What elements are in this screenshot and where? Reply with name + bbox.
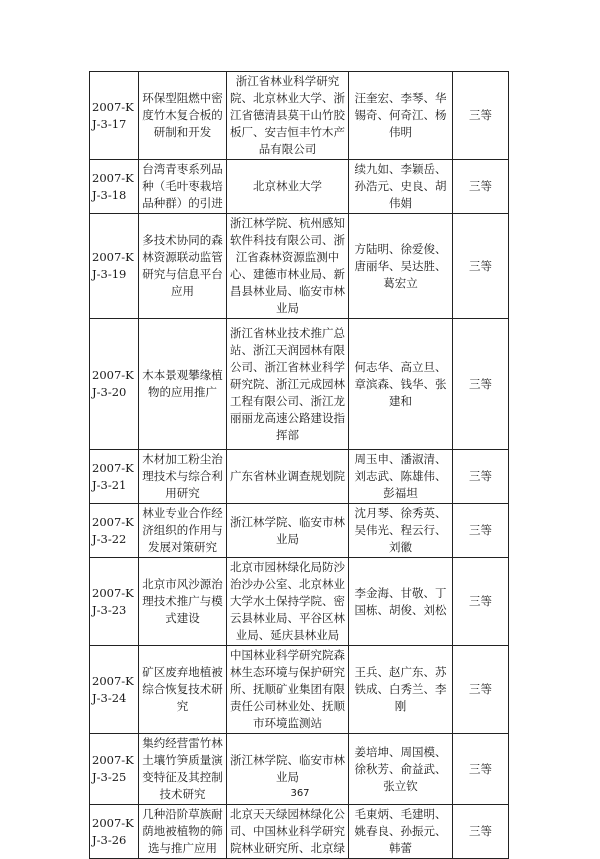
project-title: 木材加工粉尘治理技术与综合利用研究: [139, 450, 227, 504]
award-grade: 三等: [453, 734, 509, 805]
table-row: [90, 805, 509, 859]
award-grade: 三等: [453, 214, 509, 319]
award-grade: 三等: [453, 805, 509, 859]
award-grade: 三等: [453, 160, 509, 214]
project-title: 几种沿阶草族耐荫地被植物的筛选与推广应用: [139, 805, 227, 859]
personnel: 姜培坤、周国模、徐秋芳、俞益武、张立钦: [349, 734, 453, 805]
personnel: 续九如、李颖岳、孙浩元、史良、胡伟娟: [349, 160, 453, 214]
award-grade: 三等: [453, 450, 509, 504]
table-row: [90, 214, 509, 319]
project-id: 2007-KJ-3-25: [90, 734, 139, 805]
table-row: [90, 450, 509, 504]
organizations: 北京市园林绿化局防沙治沙办公室、北京林业大学水土保持学院、密云县林业局、平谷区林业局、延庆县林业局: [227, 558, 349, 646]
project-id: 2007-KJ-3-22: [90, 504, 139, 558]
award-grade: 三等: [453, 319, 509, 450]
award-grade: 三等: [453, 72, 509, 160]
personnel: 汪奎宏、李琴、华锡奇、何奇江、杨伟明: [349, 72, 453, 160]
project-title: 集约经营雷竹林土壤竹笋质量演变特征及其控制技术研究: [139, 734, 227, 805]
organizations: 中国林业科学研究院森林生态环境与保护研究所、抚顺矿业集团有限责任公司林业处、抚顺市环境监测站: [227, 646, 349, 734]
project-id: 2007-KJ-3-23: [90, 558, 139, 646]
personnel: 沈月琴、徐秀英、吴伟光、程云行、刘徽: [349, 504, 453, 558]
table-row: [90, 646, 509, 734]
organizations: 北京天天绿园林绿化公司、中国林业科学研究院林业研究所、北京绿: [227, 805, 349, 859]
personnel: 方陆明、徐爱俊、唐丽华、吴达胜、葛宏立: [349, 214, 453, 319]
project-title: 矿区废弃地植被综合恢复技术研究: [139, 646, 227, 734]
project-id: 2007-KJ-3-24: [90, 646, 139, 734]
personnel: 李金海、甘敬、丁国栋、胡俊、刘松: [349, 558, 453, 646]
organizations: 浙江省林业科学研究院、北京林业大学、浙江省德清县莫干山竹胶板厂、安吉恒丰竹木产品有限公司: [227, 72, 349, 160]
project-id: 2007-KJ-3-19: [90, 214, 139, 319]
project-id: 2007-KJ-3-17: [90, 72, 139, 160]
project-title: 多技术协同的森林资源联动监管研究与信息平台应用: [139, 214, 227, 319]
personnel: 王兵、赵广东、苏铁成、白秀兰、李刚: [349, 646, 453, 734]
project-id: 2007-KJ-3-21: [90, 450, 139, 504]
page-number: 367: [290, 788, 310, 799]
table-row: [90, 504, 509, 558]
project-title: 北京市风沙源治理技术推广与模式建设: [139, 558, 227, 646]
project-title: 环保型阻燃中密度竹木复合板的研制和开发: [139, 72, 227, 160]
table-row: [90, 319, 509, 450]
table-row: [90, 558, 509, 646]
organizations: 浙江林学院、杭州感知软件科技有限公司、浙江省森林资源监测中心、建德市林业局、新昌县林业局、临安市林业局: [227, 214, 349, 319]
personnel: 毛東炳、毛建明、姚春良、孙振元、韩蕾: [349, 805, 453, 859]
personnel: 何志华、高立旦、章滨森、钱华、张建和: [349, 319, 453, 450]
organizations: 浙江省林业技术推广总站、浙江天润园林有限公司、浙江省林业科学研究院、浙江元成园林工程有限公司、浙江龙丽丽龙高速公路建设指挥部: [227, 319, 349, 450]
awards-table: [89, 71, 509, 859]
project-id: 2007-KJ-3-18: [90, 160, 139, 214]
project-title: 台湾青枣系列品种（毛叶枣栽培品种群）的引进: [139, 160, 227, 214]
project-id: 2007-KJ-3-26: [90, 805, 139, 859]
project-title: 林业专业合作经济组织的作用与发展对策研究: [139, 504, 227, 558]
award-grade: 三等: [453, 646, 509, 734]
award-grade: 三等: [453, 558, 509, 646]
award-grade: 三等: [453, 504, 509, 558]
project-id: 2007-KJ-3-20: [90, 319, 139, 450]
table-row: [90, 72, 509, 160]
table-row: [90, 160, 509, 214]
personnel: 周玉申、潘淑清、刘志武、陈雄伟、彭福坦: [349, 450, 453, 504]
organizations: 浙江林学院、临安市林业局: [227, 504, 349, 558]
organizations: 广东省林业调查规划院: [227, 450, 349, 504]
organizations: 浙江林学院、临安市林业局: [227, 734, 349, 805]
organizations: 北京林业大学: [227, 160, 349, 214]
project-title: 木本景观攀缘植物的应用推广: [139, 319, 227, 450]
